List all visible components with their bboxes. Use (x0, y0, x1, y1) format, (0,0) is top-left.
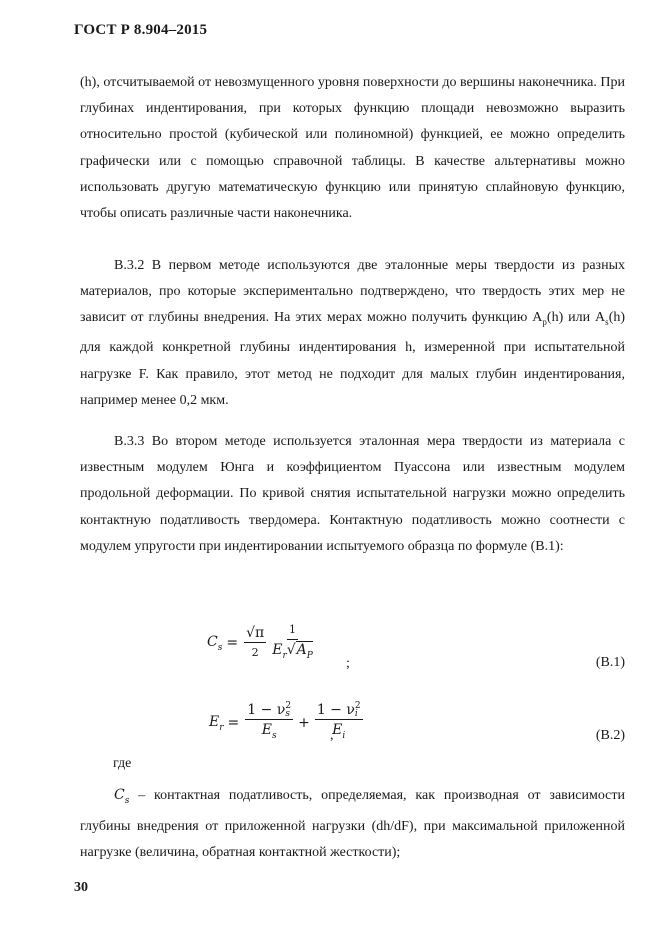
eq2-lhs: $E_r$ (209, 714, 224, 733)
eq1-lhs: $C_s$ (207, 634, 223, 653)
eq1-fraction-2 (270, 622, 315, 665)
eq2-den1: $E_s$ (261, 722, 277, 741)
where-label: где (113, 756, 132, 771)
p2-text-c: (h) для каждой конкретной глубины индентирования h, измеренной при испытательной нагрузке F. Как правило, этот метод не подходит для малых глубин индентирования, например менее 0,2 мкм. (80, 310, 626, 408)
eq1-num2: 1 (287, 622, 298, 640)
p2-text-b: (h) или A (546, 310, 606, 326)
p2-sub-p: p (542, 317, 547, 328)
eq1-fraction-1 (244, 625, 266, 662)
eq1-number: (В.1) (595, 655, 625, 670)
eq2-num2: 1 − ν 2 i (316, 701, 361, 719)
symbol-cs: $C_s$ (114, 787, 130, 806)
eq2-plus: + (298, 715, 310, 732)
paragraph-area-function: (h), отсчитываемой от невозмущенного уровня поверхности до вершины наконечника. При глубинах индентирования, при которых функцию площади невозможно выразить относительно простой (кубической или полиномной) функцией, ее можно определить графически или с помощью справочной таблицы. В качестве альтернативы можно использовать другую математическую функцию или принятую сплайновую функцию, чтобы описать различные части наконечника. (80, 75, 625, 222)
paragraph-cs-definition (80, 782, 625, 866)
eq1-num1: √π (246, 624, 265, 641)
paragraph-b32 (80, 253, 625, 414)
eq2-num1: 1 − ν 2 s (247, 701, 292, 719)
eq1-den2: $E_r√A_P$ (272, 642, 313, 661)
p2-sub-s: s (605, 317, 609, 328)
equation-b1 (207, 622, 317, 665)
document-header: ГОСТ Р 8.904–2015 (74, 22, 208, 38)
p2-text-a: В.3.2 В первом методе используются две эталонные меры твердости из разных материалов, про которые экспериментально подтверждено, что твердость этих мер не зависит от глубины внедрения. На этих мерах можно получить функцию A (80, 258, 625, 326)
eq2-equals: = (227, 715, 240, 732)
eq2-fraction-1 (245, 702, 293, 745)
eq1-punct: ; (346, 656, 350, 671)
paragraph-b33: В.3.3 Во втором методе используется эталонная мера твердости из материала с известным модулем Юнга и коэффициентом Пуассона или известным модулем продольной деформации. По кривой снятия испытательной нагрузки можно определить контактную податливость твердомера. Контактную податливость можно соотнести с модулем упругости при индентировании испытуемого образца по формуле (В.1): (80, 434, 625, 554)
eq2-number: (В.2) (595, 728, 625, 743)
eq1-den1: 2 (251, 645, 259, 659)
eq2-fraction-2 (315, 702, 363, 745)
cs-definition-text: – контактная податливость, определяемая, как производная от зависимости глубины внедрения от приложенной нагрузки (dh/dF), при максимальной приложенной нагрузке (величина, обратная контактной жесткости); (80, 788, 625, 861)
page-number: 30 (74, 880, 88, 895)
eq2-den2: $E_i$ (332, 722, 346, 741)
equation-b2 (209, 702, 365, 745)
eq1-equals: = (226, 635, 239, 652)
eq2-punct: , (330, 728, 334, 743)
